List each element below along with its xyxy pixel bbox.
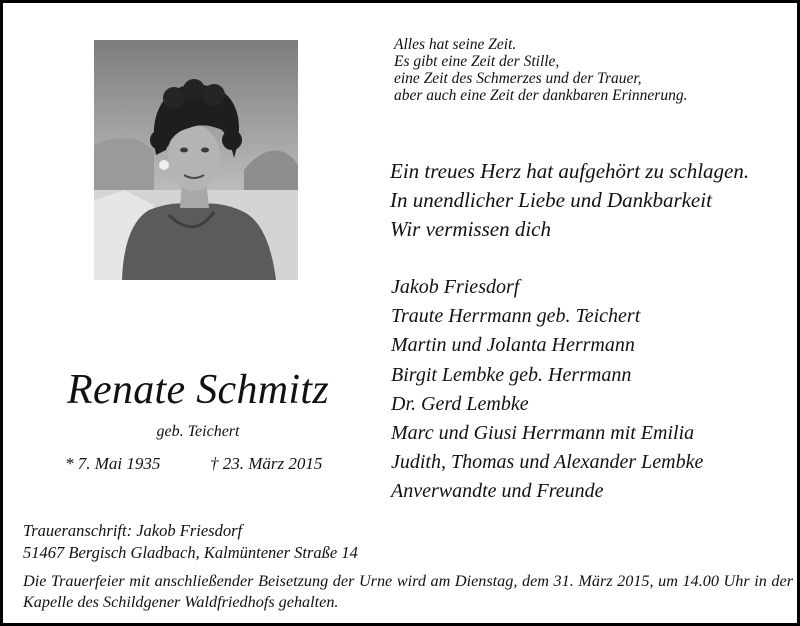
mourner-name: Birgit Lembke geb. Herrmann (391, 363, 632, 386)
portrait-photo (94, 40, 298, 280)
ceremony-notice: Die Trauerfeier mit anschließender Beisetzung der Urne wird am Dienstag, dem 31. März 2015, um 14.00 Uhr in der Kapelle des Schildgener Waldfriedhofs gehalten. (23, 572, 793, 611)
motto-line: Ein treues Herz hat aufgehört zu schlagen. (390, 159, 750, 183)
mourner-name: Judith, Thomas und Alexander Lembke (391, 451, 704, 474)
mourner-name: Marc und Giusi Herrmann mit Emilia (391, 422, 695, 445)
quote-line: aber auch eine Zeit der dankbaren Erinnerung. (394, 87, 688, 104)
address-line: Traueranschrift: Jakob Friesdorf (23, 521, 243, 540)
birth-date: * 7. Mai 1935 (65, 454, 161, 473)
motto-line: In unendlicher Liebe und Dankbarkeit (390, 188, 712, 212)
death-date: † 23. März 2015 (210, 454, 323, 473)
motto-line: Wir vermissen dich (390, 217, 551, 241)
quote-line: Es gibt eine Zeit der Stille, (394, 53, 560, 70)
quote-line: Alles hat seine Zeit. (394, 36, 517, 53)
quote-line: eine Zeit des Schmerzes und der Trauer, (394, 70, 642, 87)
mourner-name: Anverwandte und Freunde (391, 480, 604, 503)
quote-block (394, 36, 784, 104)
motto-block (390, 157, 790, 244)
maiden-name: geb. Teichert (156, 423, 240, 440)
mourner-name: Jakob Friesdorf (391, 276, 520, 298)
mourner-name: Traute Herrmann geb. Teichert (391, 305, 641, 328)
mourner-name: Dr. Gerd Lembke (391, 392, 529, 415)
deceased-name: Renate Schmitz (67, 367, 329, 413)
mourners-list (391, 273, 791, 507)
mourning-address (23, 520, 523, 564)
mourner-name: Martin und Jolanta Herrmann (391, 334, 635, 357)
portrait-illustration (94, 40, 298, 280)
address-line: 51467 Bergisch Gladbach, Kalmüntener Straße 14 (23, 543, 358, 562)
